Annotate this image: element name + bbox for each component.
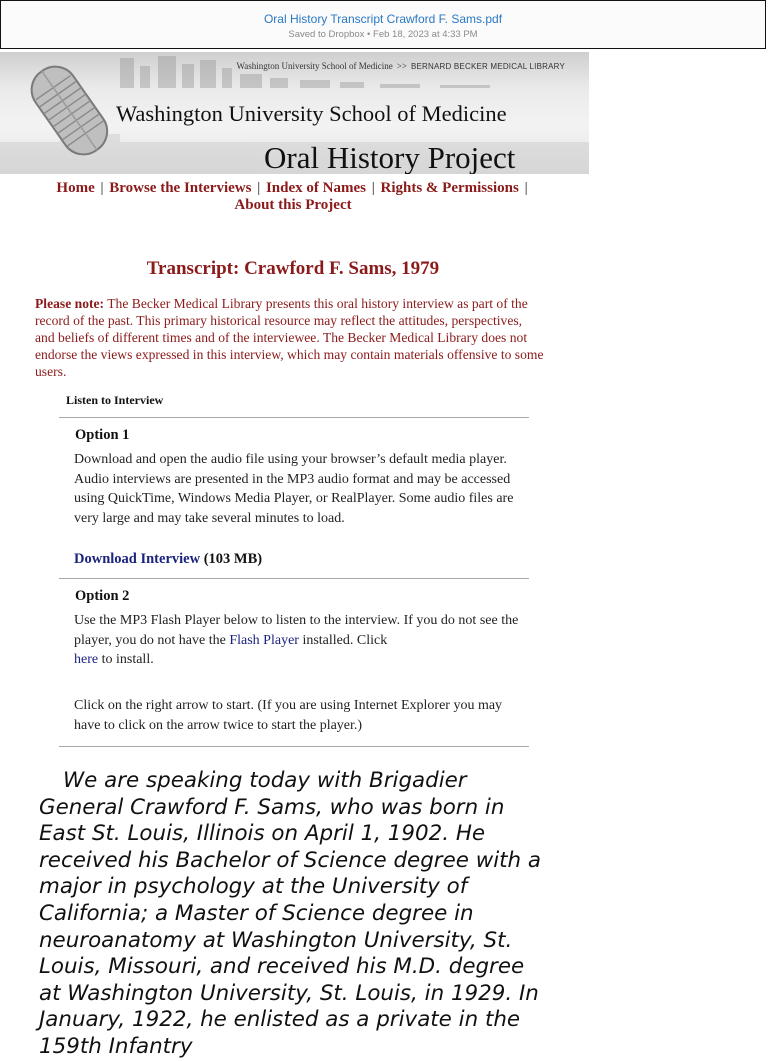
option2-text bbox=[74, 611, 520, 670]
option2-title: Option 2 bbox=[75, 588, 130, 604]
nav-about-project[interactable]: About this Project bbox=[234, 197, 352, 213]
breadcrumb-library[interactable]: BERNARD BECKER MEDICAL LIBRARY bbox=[410, 62, 565, 71]
breadcrumb-separator: >> bbox=[396, 61, 407, 71]
project-title: Oral History Project bbox=[264, 140, 516, 174]
intro-text: We are speaking today with Brigadier General Crawford F. Sams, who was born in East St. Louis, Illinois on April 1, 1902. He received his Bachelor of Science degree with a major in psychology at the University of California; a Master of Science degree in neuroanatomy at Washington University, St. Louis, Missouri, and received his M.D. degree at Washington University, St. Louis, in 1929. In January, 1922, he enlisted as a private in the 159th Infantry bbox=[39, 768, 542, 1059]
page-title: Transcript: Crawford F. Sams, 1979 bbox=[146, 258, 440, 279]
nav-index-of-names[interactable]: Index of Names bbox=[265, 180, 366, 196]
download-row bbox=[74, 551, 262, 568]
saved-status: Saved to Dropbox • Feb 18, 2023 at 4:33 PM bbox=[288, 29, 478, 40]
note-label: Please note: bbox=[35, 296, 105, 311]
nav-separator: | bbox=[371, 180, 375, 196]
nav-browse-interviews[interactable]: Browse the Interviews bbox=[109, 180, 252, 196]
player-instructions: Click on the right arrow to start. (If you are using Internet Explorer you may have to click on the arrow twice to start the player.) bbox=[74, 698, 503, 733]
intro-paragraph bbox=[39, 768, 549, 1061]
nav-separator: | bbox=[100, 180, 104, 196]
note-text: The Becker Medical Library presents this oral history interview as part of the record of the past. This primary historical resource may reflect the attitudes, perspectives, and beliefs of different times and of the interviewee. The Becker Medical Library does not endorse the views expressed in this interview, which may contain materials offensive to some users. bbox=[35, 296, 544, 379]
option2-text-after: to install. bbox=[101, 652, 154, 667]
nav-separator: | bbox=[524, 180, 528, 196]
option2-text-before: Use the MP3 Flash Player below to listen to the interview. If you do not see the player, you do not have the bbox=[74, 613, 519, 648]
option1-text: Download and open the audio file using your browser’s default media player. Audio interviews are presented in the MP3 audio format and may be accessed using QuickTime, Windows Media Player, or RealPlayer. Some audio files are very large and may take several minutes to load. bbox=[74, 452, 514, 526]
flash-player-link[interactable]: Flash Player bbox=[229, 632, 299, 648]
header-banner bbox=[0, 52, 589, 174]
divider bbox=[59, 417, 529, 418]
nav-separator: | bbox=[257, 180, 261, 196]
divider bbox=[59, 746, 529, 747]
listen-heading: Listen to Interview bbox=[66, 393, 164, 407]
download-interview-link[interactable]: Download Interview bbox=[74, 551, 201, 567]
main-nav bbox=[0, 180, 586, 214]
nav-home[interactable]: Home bbox=[56, 180, 95, 196]
install-here-link[interactable]: here bbox=[74, 652, 99, 667]
option1-title: Option 1 bbox=[75, 427, 130, 443]
download-size: (103 MB) bbox=[203, 551, 263, 567]
option2-text-mid: installed. Click bbox=[302, 632, 388, 648]
divider bbox=[59, 578, 529, 579]
file-header-bar bbox=[0, 0, 766, 49]
nav-rights-permissions[interactable]: Rights & Permissions bbox=[380, 180, 519, 196]
breadcrumb bbox=[237, 61, 565, 71]
file-name-link[interactable]: Oral History Transcript Crawford F. Sams.pdf bbox=[263, 12, 503, 26]
disclaimer-note bbox=[35, 295, 545, 380]
breadcrumb-school[interactable]: Washington University School of Medicine bbox=[236, 61, 393, 71]
school-name: Washington University School of Medicine bbox=[116, 101, 507, 126]
microphone-icon bbox=[22, 56, 122, 174]
